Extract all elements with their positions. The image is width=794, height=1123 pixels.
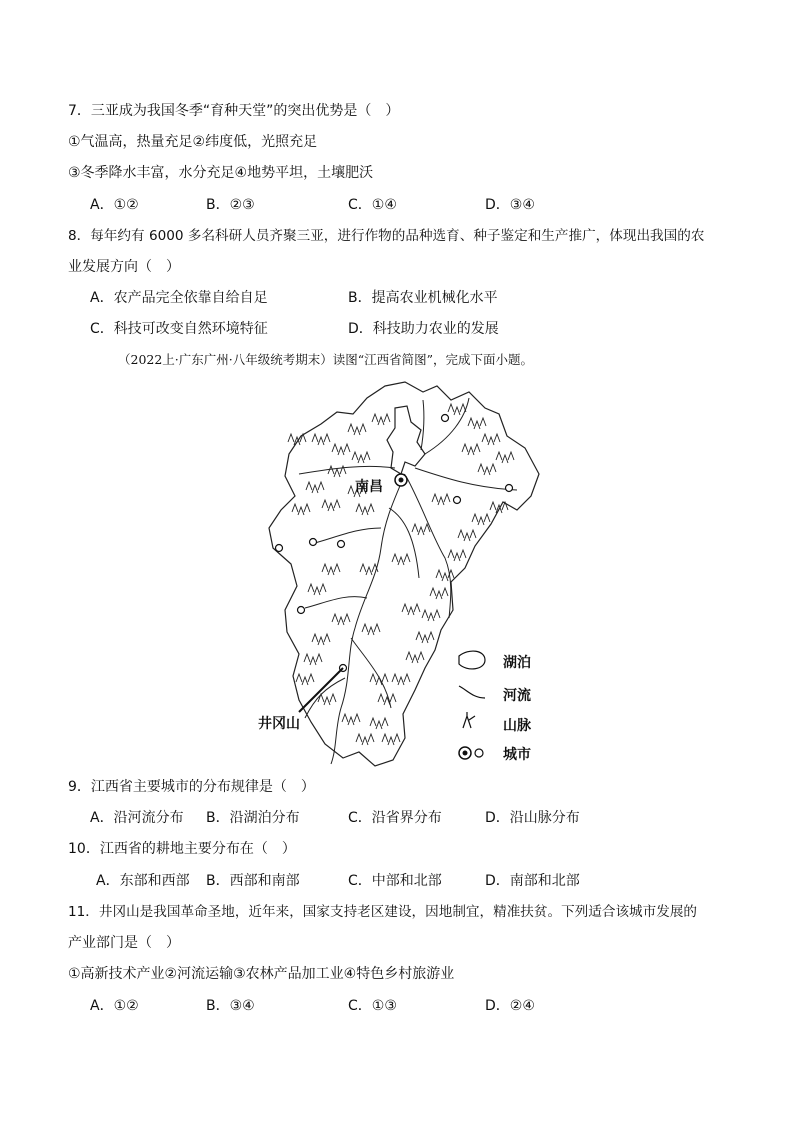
city-legend-icon [459, 747, 483, 759]
mountain-symbol [324, 434, 330, 442]
legend-city: 城市 [503, 747, 531, 763]
mountain-symbol [300, 434, 306, 442]
mountain-symbol [362, 737, 368, 745]
mountain-symbol [474, 444, 480, 452]
city-icon [310, 539, 317, 546]
mountain-symbol [292, 504, 298, 512]
mountain-symbol [436, 591, 442, 599]
mountain-symbol [352, 452, 358, 460]
mountain-symbol [470, 530, 476, 538]
mountain-symbol [368, 627, 374, 635]
city-icon [276, 545, 283, 552]
mountain-symbol [430, 588, 436, 596]
mountain-symbol [494, 434, 500, 442]
mountain-symbol [312, 485, 318, 493]
mountain-symbol [378, 417, 384, 425]
mountain-symbol [366, 567, 372, 575]
mountain-symbol [318, 482, 324, 490]
mountain-symbol [388, 737, 394, 745]
mountain-symbol [334, 469, 340, 477]
jinggangshan-label: 井冈山 [258, 716, 300, 732]
mountain-symbol [464, 533, 470, 541]
mountain-symbol [404, 554, 410, 562]
mountain-symbol [434, 610, 440, 618]
river-legend-icon [459, 686, 485, 698]
q10-stem: 10．江西省的耕地主要分布在（ ） [68, 841, 296, 857]
mountain-symbol [322, 564, 328, 572]
mountain-symbol [304, 504, 310, 512]
mountain-symbol [332, 444, 338, 452]
mountain-symbol [444, 494, 450, 502]
mountain-symbol [472, 514, 478, 522]
mountain-symbol [468, 447, 474, 455]
q8-option-d[interactable]: D．科技助力农业的发展 [348, 321, 499, 337]
q11-statements: ①高新技术产业②河流运输③农林产品加工业④特色乡村旅游业 [68, 966, 455, 982]
mountain-symbol [428, 632, 434, 640]
q7-option-b[interactable]: B．②③ [206, 197, 255, 213]
mountain-symbol [398, 677, 404, 685]
mountain-symbol [412, 655, 418, 663]
q11-option-b[interactable]: B．③④ [206, 998, 255, 1014]
mountain-symbol [348, 424, 354, 432]
map-legend [459, 651, 532, 763]
mountain-symbol [342, 714, 348, 722]
legend-lake: 湖泊 [503, 655, 531, 671]
xin-river [415, 468, 517, 490]
mountain-symbol [360, 424, 366, 432]
tributary-west2 [305, 597, 367, 608]
mountain-symbol [384, 414, 390, 422]
mountain-symbol [334, 564, 340, 572]
mountain-symbol [304, 654, 310, 662]
q9-option-c[interactable]: C．沿省界分布 [348, 810, 442, 826]
mountain-symbol [418, 652, 424, 660]
mountain-symbol [442, 588, 448, 596]
mountain-symbol [398, 557, 404, 565]
mountain-symbol [448, 404, 454, 412]
mountain-symbol [376, 721, 382, 729]
q8-option-c[interactable]: C．科技可改变自然环境特征 [90, 321, 268, 337]
mountain-symbol [406, 652, 412, 660]
city-icon [454, 497, 461, 504]
mountain-symbol [474, 421, 480, 429]
q7-statements-1: ①气温高，热量充足②纬度低，光照充足 [68, 134, 318, 150]
jiangxi-map [255, 378, 545, 773]
mountain-symbol [382, 734, 388, 742]
mountain-symbol [356, 504, 362, 512]
mountain-symbol [296, 674, 302, 682]
mountain-symbol [354, 714, 360, 722]
mountain-symbol [362, 624, 368, 632]
mountain-symbol [348, 717, 354, 725]
mountain-symbol [438, 497, 444, 505]
mountain-symbol [318, 437, 324, 445]
mountain-symbol [394, 734, 400, 742]
q9-option-a[interactable]: A．沿河流分布 [90, 810, 184, 826]
mountain-symbol [468, 418, 474, 426]
mountain-symbol [428, 613, 434, 621]
mountain-symbol [298, 507, 304, 515]
mountain-symbol [310, 657, 316, 665]
mountain-symbol [364, 452, 370, 460]
q10-option-d[interactable]: D．南部和北部 [485, 873, 580, 889]
mountain-symbol [312, 634, 318, 642]
city-icon [298, 607, 305, 614]
jinggangshan-leader-line [299, 668, 343, 712]
q10-option-a[interactable]: A．东部和西部 [96, 873, 190, 889]
mountain-symbol [480, 418, 486, 426]
mountain-symbol [308, 584, 314, 592]
q8-stem: 8．每年约有 6000 多名科研人员齐聚三亚，进行作物的品种选育、种子鉴定和生产推广，体现出我国的农 [68, 228, 705, 244]
mountain-symbol [354, 427, 360, 435]
q8-stem-cont: 业发展方向（ ） [68, 259, 180, 275]
mountain-symbol [392, 554, 398, 562]
mountain-symbol [418, 527, 424, 535]
q9-option-d[interactable]: D．沿山脉分布 [485, 810, 580, 826]
mountain-symbol [390, 694, 396, 702]
q11-option-a[interactable]: A．①② [90, 998, 139, 1014]
mountain-symbol [458, 530, 464, 538]
mountain-symbol [308, 674, 314, 682]
q11-option-d[interactable]: D．②④ [485, 998, 535, 1014]
mountain-symbol [360, 564, 366, 572]
mountain-symbol [330, 694, 336, 702]
mountain-symbol [508, 452, 514, 460]
mountain-symbol [324, 697, 330, 705]
mountain-symbol [462, 444, 468, 452]
mountain-symbol [324, 634, 330, 642]
q7-option-c[interactable]: C．①④ [348, 197, 397, 213]
mountain-legend-icon [463, 712, 475, 728]
mountain-symbol [320, 584, 326, 592]
city-icon [442, 415, 449, 422]
mountain-symbol [478, 464, 484, 472]
mountain-symbol [338, 617, 344, 625]
city-icon [506, 485, 513, 492]
tributary-sw [305, 678, 345, 718]
mountain-symbol [378, 694, 384, 702]
mountain-symbol [368, 734, 374, 742]
mountain-symbol [344, 444, 350, 452]
mountain-symbol [442, 573, 448, 581]
lake-legend-icon [459, 651, 485, 669]
mountain-symbol [484, 514, 490, 522]
mountain-symbol [404, 674, 410, 682]
mountain-symbol [306, 482, 312, 490]
mountain-symbol [328, 466, 334, 474]
poyang-lake [387, 406, 425, 474]
xiu-river [299, 466, 395, 474]
q8-option-a[interactable]: A．农产品完全依靠自给自足 [90, 290, 268, 306]
mountain-symbol [344, 614, 350, 622]
nanchang-label: 南昌 [355, 479, 383, 495]
mountain-symbol [402, 604, 408, 612]
q7-option-d[interactable]: D．③④ [485, 197, 535, 213]
map-intro: （2022上·广东广州·八年级统考期末）读图“江西省简图”，完成下面小题。 [118, 352, 534, 367]
mountain-symbol [392, 674, 398, 682]
mountain-symbol [362, 507, 368, 515]
mountain-symbol [482, 434, 488, 442]
q9-stem: 9．江西省主要城市的分布规律是（ ） [68, 779, 315, 795]
tributary-north [421, 400, 424, 450]
mountain-symbol [412, 524, 418, 532]
mountain-symbol [288, 434, 294, 442]
mountain-symbol [408, 607, 414, 615]
mountain-symbol [358, 455, 364, 463]
mountain-symbol [318, 694, 324, 702]
mountain-symbol [460, 404, 466, 412]
mountain-symbol [332, 614, 338, 622]
mountain-symbol [328, 503, 334, 511]
mountain-symbol [314, 587, 320, 595]
q8-option-b[interactable]: B．提高农业机械化水平 [348, 290, 498, 306]
q11-stem-cont: 产业部门是（ ） [68, 935, 180, 951]
mountain-symbol [334, 500, 340, 508]
mountain-symbol [432, 494, 438, 502]
mountain-symbol [328, 567, 334, 575]
mountain-symbol [382, 674, 388, 682]
mountain-symbol [368, 504, 374, 512]
mountain-symbol [374, 624, 380, 632]
mountain-symbol [436, 570, 442, 578]
mountain-symbol [322, 500, 328, 508]
tributary-east [389, 508, 419, 578]
mountain-symbol [488, 437, 494, 445]
q10-option-c[interactable]: C．中部和北部 [348, 873, 442, 889]
mountain-symbol [454, 553, 460, 561]
mountain-symbol [422, 610, 428, 618]
mountain-symbol [356, 734, 362, 742]
mountain-symbol [414, 604, 420, 612]
city-icon [338, 541, 345, 548]
mountain-symbol [316, 654, 322, 662]
mountain-symbol [490, 464, 496, 472]
mountain-symbol [490, 502, 496, 510]
legend-mountain: 山脉 [503, 718, 531, 734]
mountain-symbol [416, 632, 422, 640]
mountain-symbol [502, 455, 508, 463]
mountain-symbol [382, 718, 388, 726]
q11-stem: 11．井冈山是我国革命圣地，近年来，国家支持老区建设，因地制宜，精准扶贫。下列适合该城市发展的 [68, 904, 698, 920]
mountain-symbol [454, 407, 460, 415]
mountain-symbol [460, 550, 466, 558]
mountain-symbol [370, 718, 376, 726]
mountain-symbol [448, 550, 454, 558]
q7-option-a[interactable]: A．①② [90, 197, 139, 213]
q7-stem: 7．三亚成为我国冬季“育种天堂”的突出优势是（ ） [68, 103, 400, 119]
mountain-symbol [478, 517, 484, 525]
mountain-symbol [302, 677, 308, 685]
mountain-symbol [312, 434, 318, 442]
mountain-symbol [496, 452, 502, 460]
mountain-symbol [484, 467, 490, 475]
q9-option-b[interactable]: B．沿湖泊分布 [206, 810, 300, 826]
mountain-symbol [318, 637, 324, 645]
mountain-symbol [348, 486, 354, 494]
q10-option-b[interactable]: B．西部和南部 [206, 873, 300, 889]
mountain-symbol [372, 414, 378, 422]
legend-river: 河流 [503, 688, 531, 704]
mountain-symbol [338, 447, 344, 455]
mountain-symbol [422, 635, 428, 643]
q7-statements-2: ③冬季降水丰富，水分充足④地势平坦，土壤肥沃 [68, 165, 374, 181]
nanchang-city-icon [395, 474, 407, 486]
tributary-west [311, 528, 381, 544]
mountain-symbol [370, 674, 376, 682]
q11-option-c[interactable]: C．①③ [348, 998, 397, 1014]
